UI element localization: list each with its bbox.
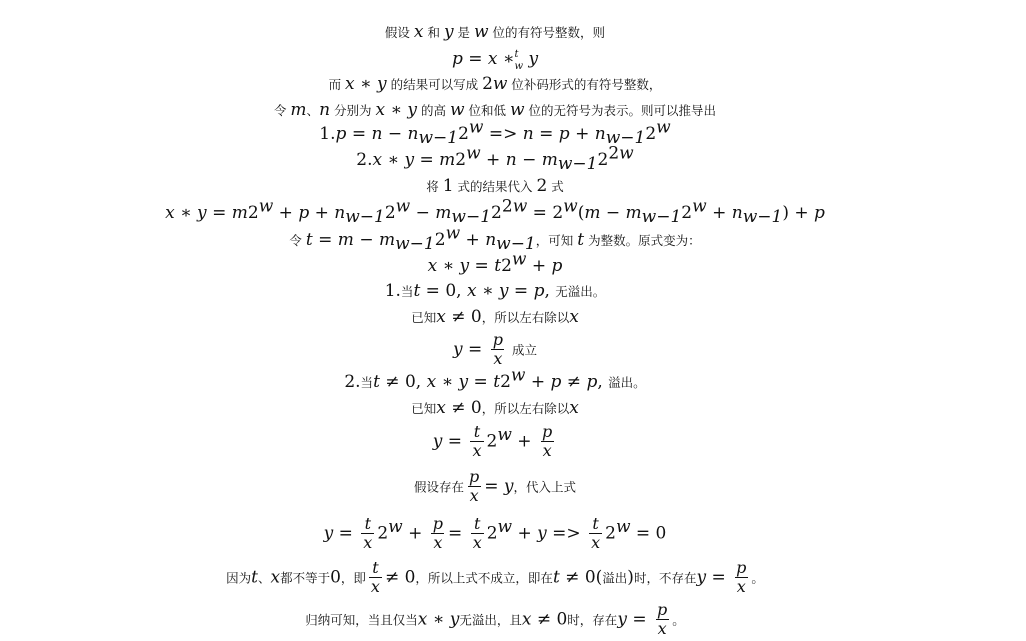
line-4: 令 m、n 分别为 x ∗ y 的高 w 位和低 w 位的无符号为表示。则可以推导出 [273, 100, 717, 120]
line-2: p = x ∗$^t_w$ y [451, 49, 539, 72]
line-7: 将 1 式的结果代入 2 式 [426, 176, 564, 196]
line-13: y = $\frac{p}{x}$ 成立 [453, 330, 537, 368]
line-16: y = $\frac{t}{x}$ $2^w$ + $\frac{p}{x}$ [432, 422, 553, 460]
fraction: $\frac{p}{x}$ [492, 330, 503, 368]
line-14: 2.当t ≠ 0, x ∗ $y = t2^w + p \ne p$, 溢出。 [344, 365, 646, 392]
line-10: x ∗ $y = t2^w + p$ [427, 249, 563, 276]
line-8: x ∗ $y = m2^w + p + n_{w-1}2^w - m_{w-1}2^{2w} = 2^w(m - m_{w-1}2^w + n_{w-1}) + p$ [165, 196, 825, 228]
line-15: 已知x ≠ 0，所以左右除以x [411, 398, 579, 418]
line-20: 归纳可知，当且仅当x ∗ y无溢出，且x ≠ 0时，存在y = $\frac{p}{x}$ 。 [305, 600, 685, 638]
line-6: 2.x ∗ $y = m2^w + n - m_{w-1}2^{2w}$ [356, 143, 634, 175]
line-9: 令 $t = m - m_{w-1}2^w + n_{w-1}$，可知 t 为整数。原式变为： [289, 223, 701, 255]
line-12: 已知x ≠ 0，所以左右除以x [411, 307, 579, 327]
line-1: 假设 x 和 y 是 w 位的有符号整数，则 [384, 22, 606, 42]
line-19: 因为t、x都不等于0，即 $\frac{t}{x}$ ≠ 0，所以上式不成立，即在t ≠ 0(溢出)时，不存在y = $\frac{p}{x}$ 。 [226, 558, 764, 596]
line-17: 假设存在 $\frac{p}{x}$ = y，代入上式 [413, 467, 577, 505]
line-5: $1.p = n - n_{w-1}2^w => n = p + n_{w-1}2^w$ [319, 117, 671, 149]
line-3: 而 x ∗ y 的结果可以写成 2w 位补码形式的有符号整数， [328, 74, 662, 94]
line-11: 1.当t = 0, x ∗ y = p, 无溢出。 [384, 281, 606, 301]
line-18: y = $\frac{t}{x}$ $2^w$ + $\frac{p}{x}$ = $\frac{t}{x}$ $2^w + y$ => $\frac{t}{x}$ $2^w = 0$ [323, 514, 667, 552]
